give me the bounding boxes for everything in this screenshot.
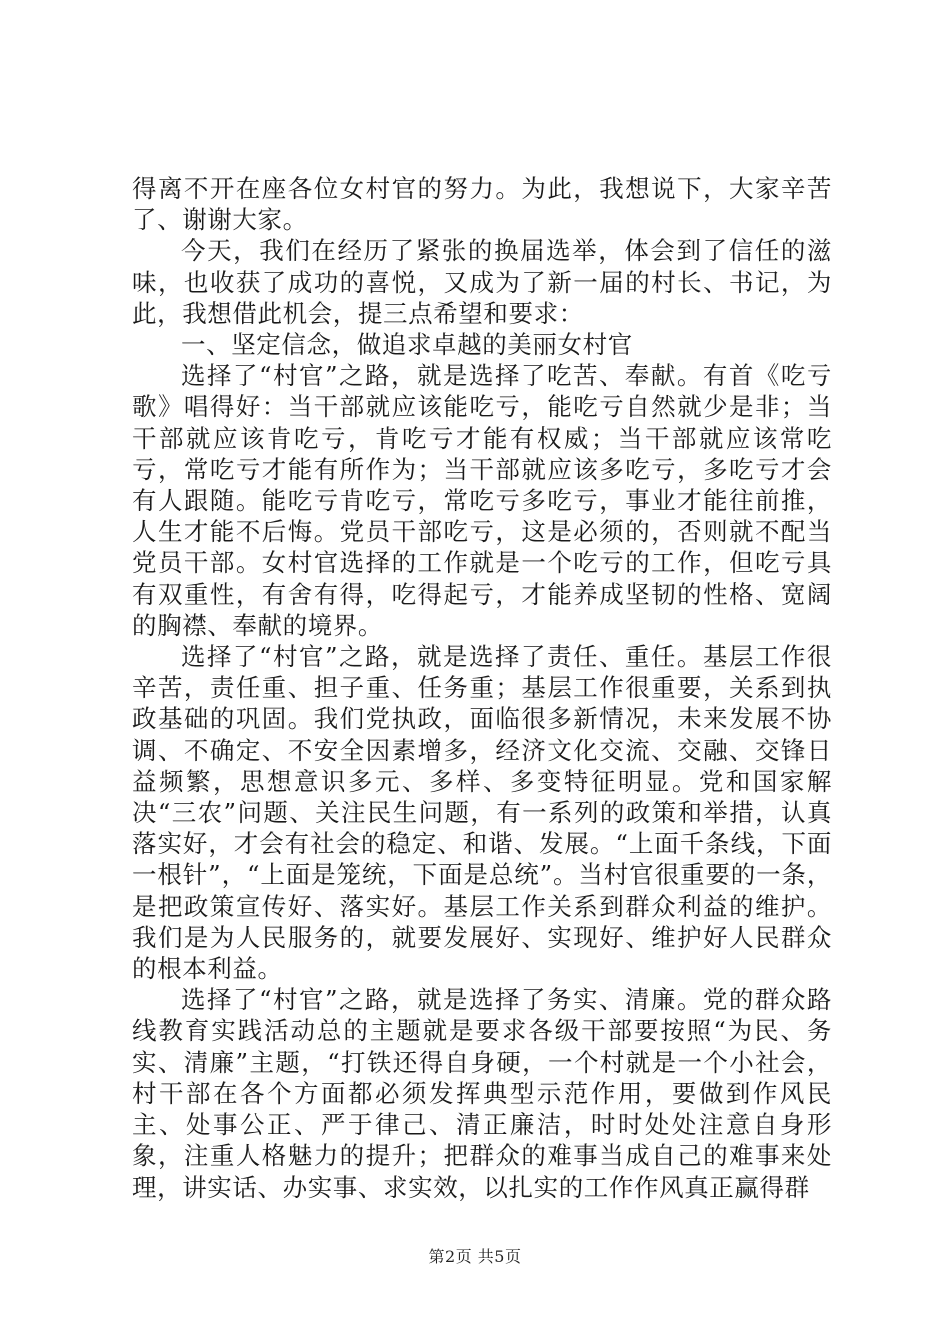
paragraph-integrity: 选择了“村官”之路，就是选择了务实、清廉。党的群众路线教育实践活动总的主题就是要求各级干部要按照“为民、务实、清廉”主题，“打铁还得自身硬，一个村就是一个小社会，村干部在各个方面都必须发挥典型示范作用，要做到作风民主、处事公正、严于律己、清正廉洁，时时处处注意自身形象，注重人格魅力的提升；把群众的难事当成自己的难事来处理，讲实话、办实事、求实效，以扎实的工作作风真正赢得群 <box>132 985 832 1202</box>
paragraph-intro: 今天，我们在经历了紧张的换届选举，体会到了信任的滋味，也收获了成功的喜悦，又成为了新一届的村长、书记，为此，我想借此机会，提三点希望和要求： <box>132 236 832 328</box>
paragraph-responsibility: 选择了“村官”之路，就是选择了责任、重任。基层工作很辛苦，责任重、担子重、任务重；基层工作很重要，关系到执政基础的巩固。我们党执政，面临很多新情况，未来发展不协调、不确定、不安全因素增多，经济文化交流、交融、交锋日益频繁，思想意识多元、多样、多变特征明显。党和国家解决“三农”问题、关注民生问题，有一系列的政策和举措，认真落实好，才会有社会的稳定、和谐、发展。“上面千条线，下面一根针”，“上面是笼统，下面是总统”。当村官很重要的一条，是把政策宣传好、落实好。基层工作关系到群众利益的维护。我们是为人民服务的，就要发展好、实现好、维护好人民群众的根本利益。 <box>132 642 832 984</box>
paragraph-continuation: 得离不开在座各位女村官的努力。为此，我想说下，大家辛苦了、谢谢大家。 <box>132 174 832 235</box>
section-heading-1: 一、坚定信念，做追求卓越的美丽女村官 <box>181 330 633 360</box>
page-footer: 第2页 共5页 <box>428 1247 522 1266</box>
paragraph-hardship: 选择了“村官”之路，就是选择了吃苦、奉献。有首《吃亏歌》唱得好：当干部就应该能吃亏，能吃亏自然就少是非；当干部就应该肯吃亏，肯吃亏才能有权威；当干部就应该常吃亏，常吃亏才能有所作为；当干部就应该多吃亏，多吃亏才会有人跟随。能吃亏肯吃亏，常吃亏多吃亏，事业才能往前推，人生才能不后悔。党员干部吃亏，这是必须的，否则就不配当党员干部。女村官选择的工作就是一个吃亏的工作，但吃亏具有双重性，有舍有得，吃得起亏，才能养成坚韧的性格、宽阔的胸襟、奉献的境界。 <box>132 361 832 640</box>
document-body <box>132 173 832 1203</box>
